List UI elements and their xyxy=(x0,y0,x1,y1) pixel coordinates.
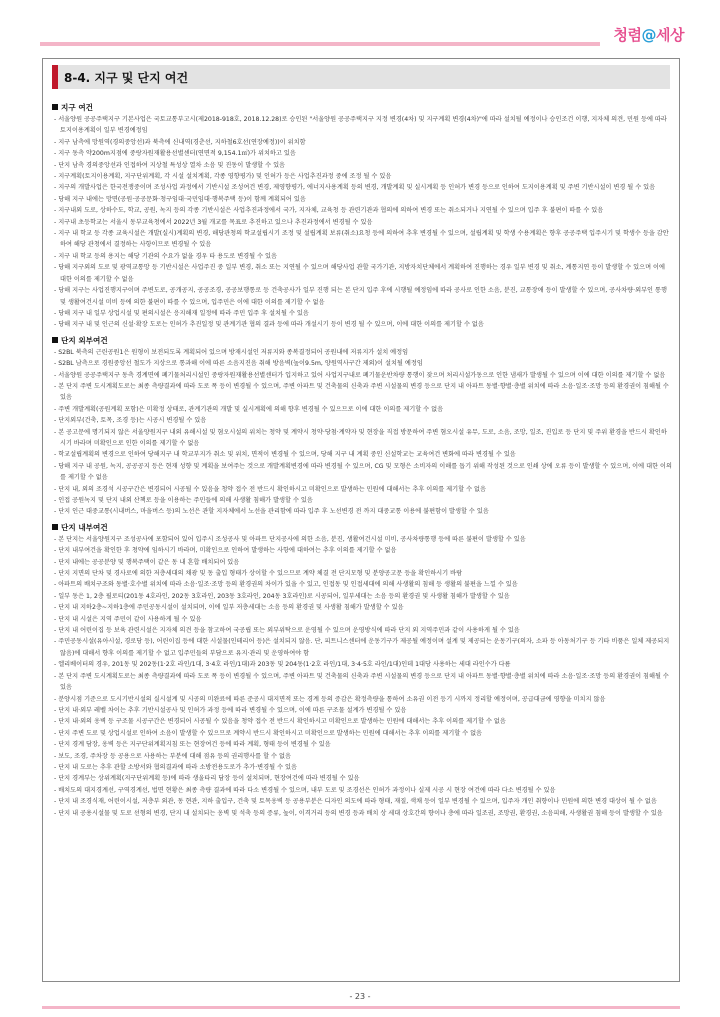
list-item: - 단지 내 공용시설물 및 도로 선형의 변경, 단지 내 설치되는 옹벽 및 석축 등의 증류, 높이, 이격거리 등의 변경 등과 배치 상 세대 상호간의 향이나 층에 따라 일조권, 조망권, 환경권, 소음피해, 사생활권 침해 등이 발생할 수 있음 xyxy=(54,809,663,817)
header-rule xyxy=(40,42,600,46)
list-item: - S2BL 북측의 근린공원1은 원형이 보전되도록 계획되어 있으며 방재시설인 저류지와 종복결정되어 공원내에 저류지가 설치 예정임 xyxy=(54,348,409,356)
list-item: - 단지 내에는 공공분양 및 행복주택이 같은 동 내 혼합 배치되어 있음 xyxy=(54,558,240,566)
list-item: - 지구계획(토지이용계획, 지구단위계획, 각 시설 설치계획, 각종 영향평가) 및 인허가 등은 사업추진과정 중에 조정 될 수 있음 xyxy=(54,173,392,181)
list-item: - S2BL 남측으로 경원중앙선 철도가 지상으로 통과해 이에 따른 소음지진음 취해 방음벽(높이9.5m, 양원역사구간 제외)이 설치될 예정임 xyxy=(54,360,423,368)
list-item: - 지구의 개발사업은 한국전쟁중이며 조성사업 과정에서 기반시설 조성여건 변경, 제영향평가, 에너지사용계획 등의 변경, 개발계획 및 실시계획 등 인허가 변경 등으로 인하여 도지이용계획 및 주변 기반시설이 변경 될 수 있음 xyxy=(54,184,656,192)
title-accent-bar xyxy=(52,65,58,89)
logo-text-a: 청렴 xyxy=(613,26,642,44)
list-item: - 서울양원 공공주택지구 기본사업은 국토교통부고시(제2018-918호, 2018.12.28)로 승인된 "서울양원 공공주택지구 지정 변경(4차) 및 지구계획 변경(4차)"에 따라 설치될 예정이나 승인조건 이행, 지자체 의견, 민원 등에 따라 토지이용계획이 일부 변경예정임 xyxy=(54,116,667,135)
list-item: - 단지 내 지하2층~지하1층에 주민공동시설이 설치되며, 이에 일부 저층세대는 소음 등의 환경권 및 사생활 침해가 발생할 수 있음 xyxy=(54,604,404,612)
list-item: - 단지 경계부는 상위계획(지구단위계획 등)에 따라 생울타리 담장 등이 설치되며, 현장여건에 따라 변경될 수 있음 xyxy=(54,775,360,783)
section-heading xyxy=(52,522,672,533)
footer-rule xyxy=(42,1006,680,1009)
list-item: - 단지외부(건축, 토목, 조경 등)는 시공시 변경될 수 있음 xyxy=(54,417,207,425)
list-item: - 지구 남측에 망원역(경의중앙선)과 북측에 신내역(경춘선, 지하철6호선(연장예정))이 위치함 xyxy=(54,138,306,146)
list-item: - 본 단지는 서울양원지구 조성공사에 포함되어 있어 입주시 조성공사 및 아파트 단지공사에 의한 소음, 분진, 생활여건시설 미비, 공사차량통행 등에 따른 불편이 발생할 수 있음 xyxy=(54,535,526,543)
list-item: - 본 단지 주변 도시계획도로는 최종 측량결과에 따라 도로 폭 등이 변경될 수 있으며, 주변 아파트 및 건축물의 신축과 주변 시설물의 변경 등으로 단지 내 아파트 동별·향별·층별 위치에 따라 소음·일조·조망 등의 환경권이 침해될 수 있음 xyxy=(54,672,669,692)
list-item: - 단지 주변 도로 및 상업시설로 인하여 소음이 발생할 수 있으므로 계약시 반드시 확인하시고 미확인으로 발생하는 민원에 대해서는 추후 이의를 제기할 수 없음 xyxy=(54,729,483,737)
list-item: - 본 공고문에 명기되지 않은 서울양원지구 내외 유해시설 및 혐오시설의 위치는 청약 및 계약시 청약·당첨·계약자 및 현장을 직접 방문하여 주변 혐오시설 유무, 도로, 소음, 조망, 일조, 진입로 등 단지 및 주위 환경을 반드시 확인하시기 바라며 미확인으로 인한 이의를 제기할 수 없음 xyxy=(54,428,667,447)
list-item: - 당해 지구 내에는 망면(공원·공공문화·청구임대·국민임대·행복주택 등)이 함께 계획되어 있음 xyxy=(54,195,306,203)
list-item: - 단지 내 조경식재, 어린이시설, 저층부 외관, 동 현관, 지하 출입구, 건축 및 토목옹벽 등 공용부분은 디자인 의도에 따라 형태, 재질, 색채 등이 일부 변경될 수 있으며, 입주자 개인 취향이나 민원에 의한 변경 대상이 될 수 없음 xyxy=(54,798,657,806)
page-title: 8-4. 지구 및 단지 여건 xyxy=(64,71,189,85)
list-item: - 단지 지면의 단차 및 경사로에 의한 저층세대의 채광 및 동 출입 형태가 상이할 수 있으므로 계약 체결 전 단지모형 및 분양공고문 등을 확인하시기 바람 xyxy=(54,570,463,578)
list-item: - 보도, 조경, 주차장 등 공용으로 사용하는 부분에 대해 점유 등의 권리행사를 할 수 없음 xyxy=(54,752,291,760)
list-item: - 단지 내, 외의 조경석 시공구간은 변경되어 시공될 수 있음을 청약 접수 전 반드시 확인하시고 미확인으로 발생하는 민원에 대해서는 추후 이의를 제기할 수 없음 xyxy=(54,485,486,493)
list-item: - 단지 내 어린이집 등 보육 관련시설은 지자체 의견 등을 참고하여 국공립 또는 외부위탁으로 운영될 수 있으며 운영방식에 따라 단지 외 지역주민과 같이 사용하게 될 수 있음 xyxy=(54,627,520,635)
list-item: - 서울양원 공공주택지구 동측 경계면에 폐기물처리시설인 중랑자원재활용선별센터가 입지하고 있어 사업지구내로 폐기물운반차량 통행이 잦으며 처리시설가동으로 인한 냄새가 발생될 수 있으며 이에 대한 이의를 제기할 수 없음 xyxy=(54,371,666,379)
list-item: - 단지 내 시설은 지역 주민이 같이 사용하게 될 수 있음 xyxy=(54,615,202,623)
logo-at: @ xyxy=(641,26,657,44)
list-item: - 단지 인근 대중교통(시내버스, 마을버스 등)의 노선은 관할 지자체에서 노선을 관리함에 따라 입주 후 노선변경 전 까지 대중교통 이용에 불편함이 발생할 수 있음 xyxy=(54,508,489,516)
list-item: - 단지 남측 경의중앙선과 인접하여 지상철 특성상 열차 소음 및 진동이 발생할 수 있음 xyxy=(54,161,286,169)
list-item: - 단지 내부여건을 확인한 후 청약에 임하시기 바라며, 미확인으로 인하여 발생하는 사항에 대하여는 추후 이의를 제기할 수 없음 xyxy=(54,547,397,555)
section-heading-text: 단지 외부여건 xyxy=(61,335,108,345)
section xyxy=(52,522,672,819)
section xyxy=(52,102,672,331)
list-item: - 당해 지구외의 도로 및 광역교통망 등 기반시설은 사업주진 중 일부 변경, 취소 또는 지연될 수 있으며 해당사업 관할 국가기관, 지방자치단체에서 계획하여 진행하는 경우 일부 변경 및 취소, 계통지연 등이 발생할 수 있으며 이에 대한 이의를 제기할 수 없음 xyxy=(54,264,665,283)
square-bullet-icon xyxy=(52,524,58,530)
list-item: - 당해 지구 내 일부 상업시설 및 편의시설은 응지해재 일정에 따라 주민 입주 후 설치될 수 있음 xyxy=(54,309,309,317)
list-item: - 지구 내 학교 등 각종 교육시설은 개발(실시)계획의 변경, 해당관청의 학교설립시기 조정 및 설립계획 보류(취소)요청 등에 의하여 추후 변경될 수 있으며, 설립계획 및 학생 수용계획은 향후 공공주택 입주시기 및 학생수 등을 감안하여 해당 관청에서 결정하는 사항이므로 변경될 수 있음 xyxy=(54,230,669,249)
list-item: - 지구 동측 약200m지점에 중랑자원재활용선별센터(연면적 9,154.1㎡)가 위치하고 있음 xyxy=(54,150,296,158)
list-item: - 일부 동은 1, 2층 필로티(201동 4호라인, 202동 3호라인, 203동 3호라인, 204동 3호라인)로 시공되어, 일부세대는 소음 등의 환경권 및 사생활 침해가 발생할 수 있음 xyxy=(54,592,510,600)
list-item: - 지구내 초등학교는 서울시 동부교육청에서 2022년 3월 개교를 목표로 추진하고 있으나 추진과정에서 변경될 수 있음 xyxy=(54,218,373,226)
list-item: - 지구내외 도로, 상하수도, 학교, 공원, 녹지 등의 각종 기반시설은 사업추진과정에서 국가, 지자체, 교육청 등 관련기관과 협의에 의하여 변경 또는 취소되거나 지연될 수 있으며 입주 후 불편이 따를 수 있음 xyxy=(54,207,604,215)
list-item: - 당해 지구 내 공원, 녹지, 공공공지 등은 현재 성향 및 계획을 보여주는 것으로 개발계획변경에 따라 변경될 수 있으며, CG 및 모형은 소비자의 이해를 돕기 위해 작성된 것으로 인쇄 상에 오류 등이 발생할 수 있으며, 이에 대한 이의를 제기할 수 없음 xyxy=(54,462,672,482)
section-heading-text: 단지 내부여건 xyxy=(61,522,108,532)
list-item: - 단지 내·외의 옹벽 등 구조물 시공구간은 변경되어 시공될 수 있음을 청약 접수 전 반드시 확인하시고 미확인으로 발생하는 민원에 대해서는 추후 이의를 제기할 수 없음 xyxy=(54,718,506,726)
list-item: - 단지 내 도로는 추후 관할 소방서와 협의결과에 따라 소방전용도로가 추가·변경될 수 있음 xyxy=(54,763,297,771)
list-item: - 분양시점 기준으로 도시기반시설의 실시설계 및 시공의 미완료에 따른 준공시 대지면적 또는 경계 등의 증감은 확정측량을 통하여 소유권 이전 등기 시까지 정리할 예정이며, 공급대금에 영향을 미치지 않음 xyxy=(54,695,606,703)
list-item: - 학교설립계획의 변경으로 인하여 당해지구 내 학교부지가 취소 및 위치, 면적이 변경될 수 있으며, 당해 지구 내 계획 중인 신설학교는 교육여건 변화에 따라 변경될 수 있음 xyxy=(54,451,516,459)
list-item: - 당해 지구 내 및 인근의 신설·확장 도로는 인허가 추진일정 및 관계기관 협의 결과 등에 따라 개설시기 등이 변경 될 수 있으며, 이에 대한 이의를 제기할 수 없음 xyxy=(54,321,484,329)
document-body xyxy=(52,98,672,819)
section-heading xyxy=(52,335,672,346)
section-heading xyxy=(52,102,672,113)
brand-logo xyxy=(614,24,684,45)
list-item: - 단지 경계 담장, 옹벽 등은 지구단위계획지침 또는 현장여건 등에 따라 계획, 형태 등이 변경될 수 있음 xyxy=(54,741,331,749)
square-bullet-icon xyxy=(52,104,58,110)
list-item: - 본 단지 주변 도시계획도로는 최종 측량결과에 따라 도로 폭 등이 변경될 수 있으며, 주변 아파트 및 건축물의 신축과 주변 시설물의 변경 등으로 단지 내 아파트 동별·향별·층별 위치에 따라 소음·일조·조망 등의 환경권이 침해될 수 있음 xyxy=(54,382,669,402)
list-item: - 배치도의 대지경계선, 구역경계선, 법면 현황은 최종 측량 결과에 따라 다소 변경될 수 있으며, 내부 도로 및 조경선은 인허가 과정이나 실제 시공 시 현장 여건에 따라 다소 변경될 수 있음 xyxy=(54,786,556,794)
list-item: - 아파트의 배치구조와 동별·호수별 위치에 따라 소음·일조·조망 등의 환경권의 차이가 있을 수 있고, 인접동 및 인접세대에 의해 사생활의 침해 등 생활의 불편을 느낄 수 있음 xyxy=(54,581,518,589)
page-number: - 23 - xyxy=(349,992,371,1001)
square-bullet-icon xyxy=(52,337,58,343)
list-item: - 당해 지구는 사업진행지구이며 주변도로, 공개공지, 공공조경, 공공보행통로 등 건축공사가 일부 진행 되는 본 단지 입주 후에 시행될 예정임에 따라 공사로 인한 소음, 분진, 교통장애 등이 발생할 수 있으며, 공사차량·외부인 통행 및 생활여건시설 미비 등에 의한 불편이 따를 수 있으며, 입주민은 이에 대한 이의를 제기할 수 없음 xyxy=(54,287,667,306)
section xyxy=(52,335,672,518)
section-heading-text: 지구 여건 xyxy=(61,103,93,112)
list-item: - 단지 내·외부 레벨 차이는 추후 기반시설공사 및 인허가 과정 등에 따라 변경될 수 있으며, 이에 따른 구조물 설계가 변경될 수 있음 xyxy=(54,706,407,714)
list-item: - 주민공동시설(유아시설, 경로당 등), 어린이집 등에 대한 시설물(인테리어 등)은 설치되지 않음. 단, 피트니스센터에 운동기구가 제공될 예정이며 설계 및 제공되는 운동기구(의자, 소파 등 아동처기구 등 기타 비품은 일체 제공되지 않음)에 대해서 향후 이의를 제기할 수 없고 입주민들의 부담으로 유지·관리 및 운영하여야 함 xyxy=(54,638,670,657)
list-item: - 주변 개발계획(공원계획 포함)은 미확정 상태로, 관계기관의 개발 및 실시계획에 의해 향후 변경될 수 있으므로 이에 대한 이의를 제기할 수 없음 xyxy=(54,405,444,413)
list-item: - 엘리베이터의 경우, 201동 및 202동(1·2호 라인/1대, 3·4호 라인/1대)과 203동 및 204동(1·2호 라인/1대, 3·4·5호 라인/1대)인데 1대당 사용하는 세대 라인수가 다름 xyxy=(54,661,511,669)
list-item: - 지구 내 학교 등의 용지는 해당 기관의 수요가 없을 경우 타 용도로 변경될 수 있음 xyxy=(54,252,278,260)
logo-text-b: 세상 xyxy=(656,26,684,44)
list-item: - 인접 공원녹지 및 단지 내외 산책로 등을 이용하는 주민들에 의해 사생활 침해가 발생할 수 있음 xyxy=(54,497,313,504)
